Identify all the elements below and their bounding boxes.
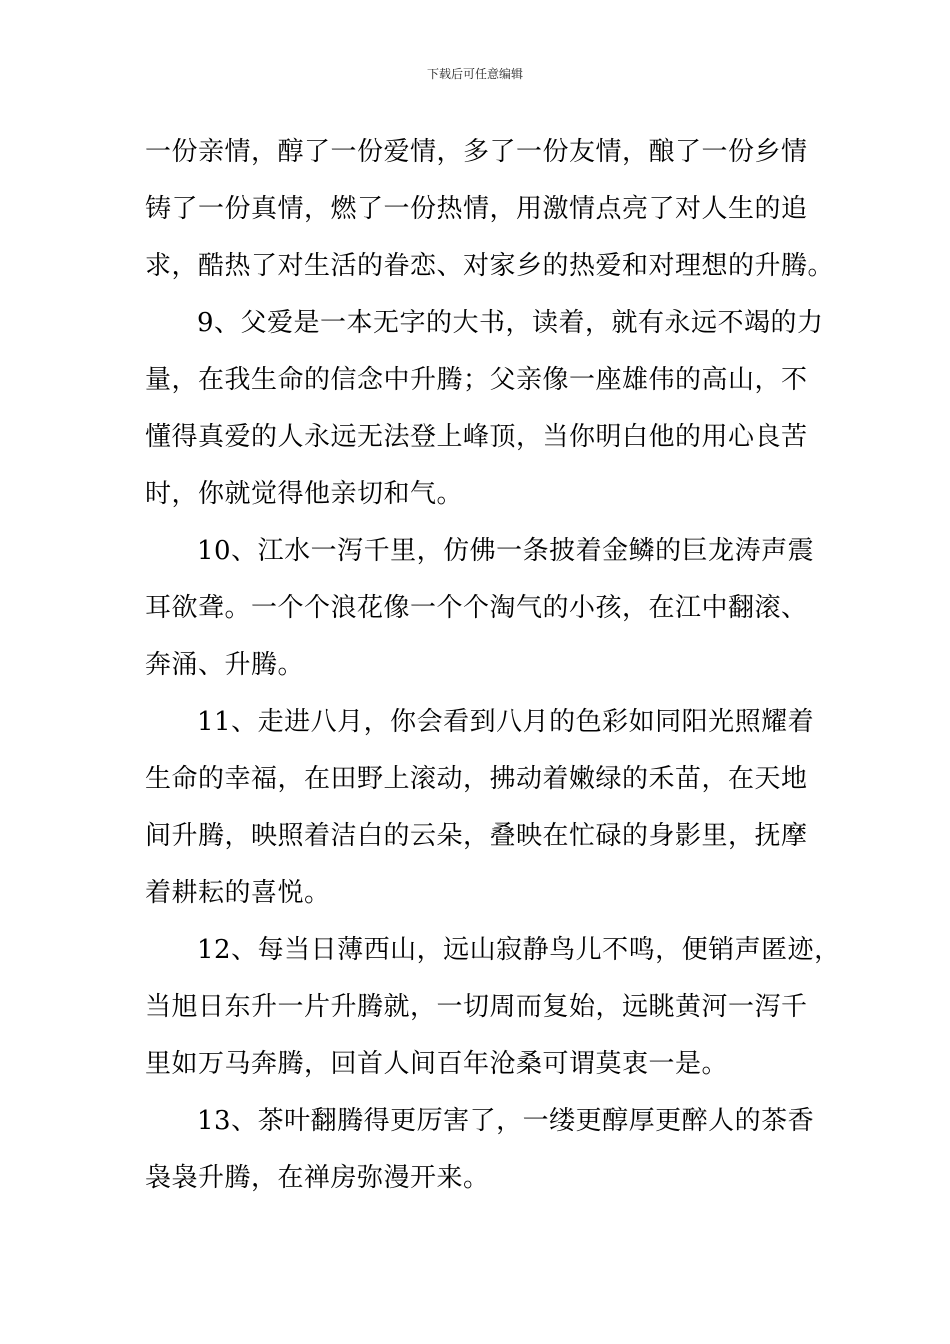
paragraph-9-start: 9、父爱是一本无字的大书，读着，就有永远不竭的力 — [197, 308, 824, 338]
text-line: 着耕耘的喜悦。 — [145, 878, 331, 908]
text-line: 生命的幸福，在田野上滚动，拂动着嫩绿的禾苗，在天地 — [145, 764, 808, 794]
text-line: 袅袅升腾，在禅房弥漫开来。 — [145, 1163, 490, 1193]
text-line: 求，酷热了对生活的眷恋、对家乡的热爱和对理想的升腾。 — [145, 251, 835, 281]
text-line: 耳欲聋。一个个浪花像一个个淘气的小孩，在江中翻滚、 — [145, 593, 808, 623]
page-header: 下载后可任意编辑 — [426, 67, 523, 81]
text-line: 懂得真爱的人永远无法登上峰顶，当你明白他的用心良苦 — [145, 422, 808, 452]
text-line: 铸了一份真情，燃了一份热情，用激情点亮了对人生的追 — [145, 194, 808, 224]
text-line: 量，在我生命的信念中升腾；父亲像一座雄伟的高山，不 — [145, 365, 808, 395]
text-line: 里如万马奔腾，回首人间百年沧桑可谓莫衷一是。 — [145, 1049, 729, 1079]
paragraph-12-start: 12、每当日薄西山，远山寂静鸟儿不鸣，便销声匿迹， — [197, 935, 841, 965]
text-line: 时，你就觉得他亲切和气。 — [145, 479, 464, 509]
text-line: 奔涌、升腾。 — [145, 650, 305, 680]
text-line: 间升腾，映照着洁白的云朵，叠映在忙碌的身影里，抚摩 — [145, 821, 808, 851]
document-body — [145, 124, 841, 1207]
paragraph-10-start: 10、江水一泻千里，仿佛一条披着金鳞的巨龙涛声震 — [197, 536, 815, 566]
paragraph-13-start: 13、茶叶翻腾得更厉害了，一缕更醇厚更醉人的茶香 — [197, 1106, 815, 1136]
text-line: 一份亲情，醇了一份爱情，多了一份友情，酿了一份乡情 — [145, 137, 808, 167]
paragraph-11-start: 11、走进八月，你会看到八月的色彩如同阳光照耀着 — [197, 707, 815, 737]
text-line: 当旭日东升一片升腾就，一切周而复始，远眺黄河一泻千 — [145, 992, 808, 1022]
